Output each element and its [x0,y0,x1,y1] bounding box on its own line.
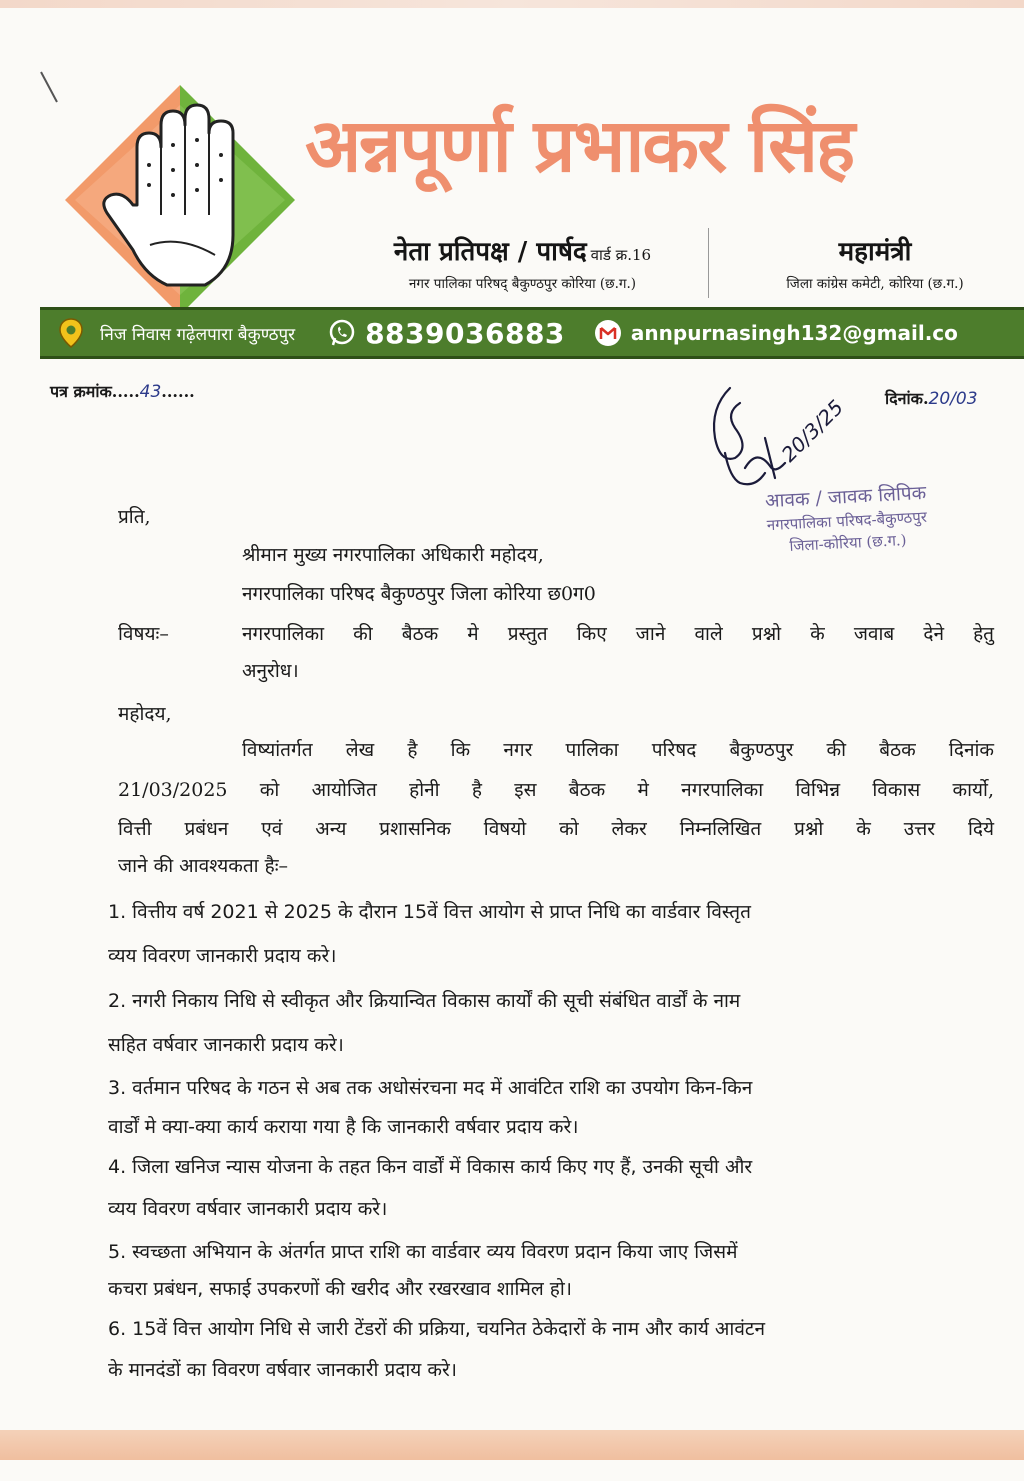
gmail-icon [593,318,623,348]
right-role-block [735,232,1015,292]
question-1-line-1: 1. वित्तीय वर्ष 2021 से 2025 के दौरान 15वें वित्त आयोग से प्राप्त निधि का वार्डवार विस्तृत [108,901,751,923]
address-block [40,310,301,356]
left-role-subtitle: नगर पालिका परिषद् बैकुण्ठपुर कोरिया (छ.ग.) [408,276,637,292]
question-1-line-2: व्यय विवरण जानकारी प्रदाय करे। [108,945,337,967]
right-role-subtitle: जिला कांग्रेस कमेटी, कोरिया (छ.ग.) [786,276,964,292]
question-5-line-1: 5. स्वच्छता अभियान के अंतर्गत प्राप्त राशि का वार्डवार व्यय विवरण प्रदान किया जाए जिसमें [108,1241,738,1263]
question-2-line-1: 2. नगरी निकाय निधि से स्वीकृत और क्रियान्वित विकास कार्यों की सूची संबंधित वार्डों के नाम [108,990,741,1012]
date-label: दिनांक [885,389,923,408]
letter-number: पत्र क्रमांक.....43...... [50,382,195,402]
letter-number-value: 43 [139,382,162,402]
subject-line-1: नगरपालिका की बैठक मे प्रस्तुत किए जाने वाले प्रश्नो के जवाब देने हेतु [242,623,994,645]
whatsapp-icon [327,318,357,348]
paper-bottom-band [0,1430,1024,1460]
subject-label: विषयः– [118,623,169,645]
letterhead-name: अन्नपूर्णा प्रभाकर सिंह [305,103,854,189]
to-label: प्रति, [118,506,151,528]
stamp-line-3: जिला-कोरिया (छ.ग.) [789,530,907,556]
question-6-line-2: के मानदंडों का विवरण वर्षवार जानकारी प्रदाय करे। [108,1359,457,1381]
question-3-line-1: 3. वर्तमान परिषद के गठन से अब तक अधोसंरचना मद में आवंटित राशि का उपयोग किन-किन [108,1077,753,1099]
header-divider [708,228,709,298]
left-role-title: नेता प्रतिपक्ष / पार्षद [393,237,587,267]
left-role-block [345,232,700,292]
question-2-line-2: सहित वर्षवार जानकारी प्रदाय करे। [108,1034,344,1056]
stamp-line-2: नगरपालिका परिषद-बैकुण्ठपुर [766,507,928,535]
body-line-4: जाने की आवश्यकता हैः– [118,855,289,877]
letter-number-label: पत्र क्रमांक [50,382,112,401]
letter-date: दिनांक.20/03 [885,389,978,409]
question-5-line-2: कचरा प्रबंधन, सफाई उपकरणों की खरीद और रखरखाव शामिल हो। [108,1278,572,1300]
location-pin-icon [56,317,86,349]
phone-block [327,317,565,350]
date-value: 20/03 [928,389,978,409]
signature-date: 20/3/25 [776,395,849,467]
recipient-line-2: नगरपालिका परिषद बैकुण्ठपुर जिला कोरिया छ0ग0 [242,583,596,605]
left-role-title-row [345,232,700,268]
right-role-title: महामंत्री [838,237,912,267]
salutation: महोदय, [118,703,172,725]
question-6-line-1: 6. 15वें वित्त आयोग निधि से जारी टेंडरों की प्रक्रिया, चयनित ठेकेदारों के नाम और कार्य आवंटन [108,1318,766,1340]
contact-bar [40,307,1024,359]
email-address: annpurnasingh132@gmail.co [630,321,958,345]
paper-top-edge [0,0,1024,8]
recipient-line-1: श्रीमान मुख्य नगरपालिका अधिकारी महोदय, [242,544,544,566]
ward-number: वार्ड क्र.16 [590,246,652,264]
address-text: निज निवास गढ़ेलपारा बैकुण्ठपुर [100,324,296,345]
question-4-line-1: 4. जिला खनिज न्यास योजना के तहत किन वार्डों में विकास कार्य किए गए हैं, उनकी सूची और [108,1156,753,1178]
subject-line-2: अनुरोध। [242,660,299,682]
congress-hand-logo-icon [55,85,305,315]
question-3-line-2: वार्डों मे क्या-क्या कार्य कराया गया है कि जानकारी वर्षवार प्रदाय करे। [108,1116,579,1138]
stamp-line-1: आवक / जावक लिपिक [764,481,927,513]
phone-number: 8839036883 [365,316,565,350]
body-line-2: 21/03/2025 को आयोजित होनी है इस बैठक मे नगरपालिका विभिन्न विकास कार्यो, [118,779,994,801]
email-block [593,318,958,348]
receipt-stamp [723,477,973,590]
body-line-1: विष्यांतर्गत लेख है कि नगर पालिका परिषद बैकुण्ठपुर की बैठक दिनांक [242,739,994,761]
body-line-3: वित्ती प्रबंधन एवं अन्य प्रशासनिक विषयो को लेकर निम्नलिखित प्रश्नो के उत्तर दिये [118,818,994,840]
question-4-line-2: व्यय विवरण वर्षवार जानकारी प्रदाय करे। [108,1198,388,1220]
